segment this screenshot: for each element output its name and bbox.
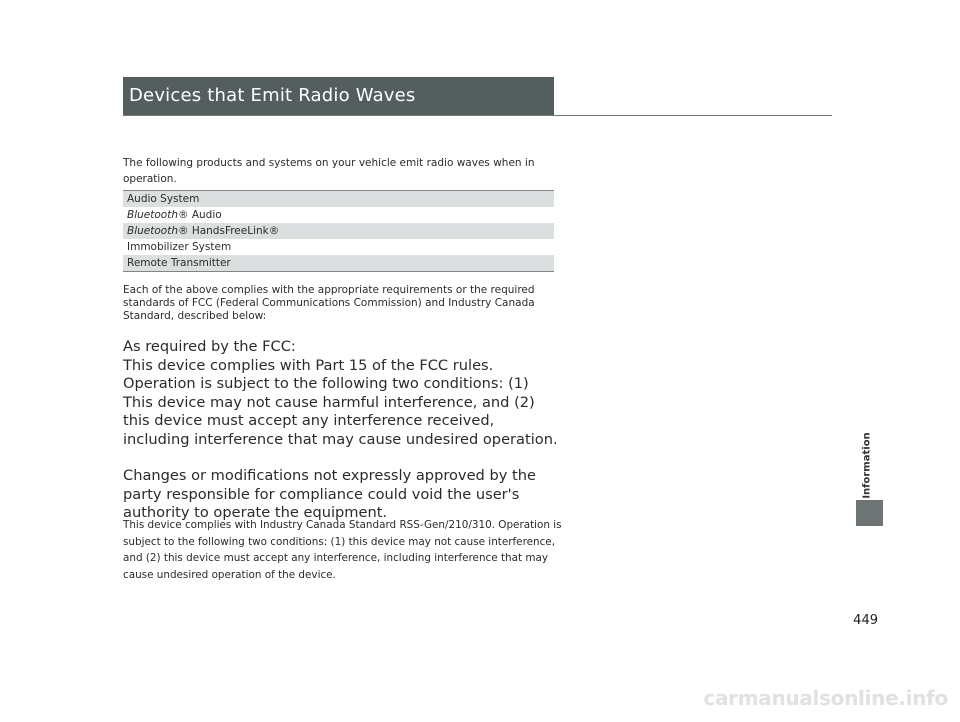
page-number: 449	[853, 613, 878, 628]
compliance-paragraph: Each of the above complies with the appropriate requirements or the required standards of FCC (Federal Communications Commission) and Industry Canada Standard, described below:	[123, 284, 535, 322]
list-item	[123, 223, 554, 239]
product-list	[123, 190, 554, 272]
product-name-italic: Bluetooth	[127, 209, 178, 221]
fcc-statement-block	[123, 338, 563, 523]
intro-paragraph: The following products and systems on your vehicle emit radio waves when in operation.	[123, 157, 535, 185]
product-name: ® HandsFreeLink®	[177, 225, 280, 237]
fcc-heading: As required by the FCC:	[123, 338, 296, 355]
product-name: Immobilizer System	[127, 241, 232, 253]
section-tab-marker	[856, 500, 883, 526]
product-name: ® Audio	[177, 209, 222, 221]
product-name-italic: Bluetooth	[127, 225, 178, 237]
section-tab-text: Information	[861, 431, 873, 499]
list-item	[123, 207, 554, 223]
header-divider	[123, 115, 832, 116]
list-item	[123, 255, 554, 271]
section-title: Devices that Emit Radio Waves	[123, 77, 554, 115]
watermark: carmanualsonline.info	[703, 686, 948, 710]
fcc-changes-warning: Changes or modifications not expressly approved by the party responsible for compliance could void the user's authority to operate the equipment.	[123, 467, 536, 521]
section-tab-label	[852, 430, 882, 500]
industry-canada-paragraph: This device complies with Industry Canada Standard RSS-Gen/210/310. Operation is subject to the following two conditions: (1) this device may not cause interference, and (2) this device must accept any interference, including interference that may cause undesired operation of the device.	[123, 519, 562, 581]
product-name: Remote Transmitter	[127, 257, 231, 269]
spacer	[123, 449, 563, 467]
product-name: Audio System	[127, 193, 200, 205]
list-item	[123, 239, 554, 255]
list-item	[123, 191, 554, 207]
fcc-statement: This device complies with Part 15 of the FCC rules. Operation is subject to the following two conditions: (1) This device may not cause harmful interference, and (2) this device must accept any interference received, including interference that may cause undesired operation.	[123, 356, 558, 448]
